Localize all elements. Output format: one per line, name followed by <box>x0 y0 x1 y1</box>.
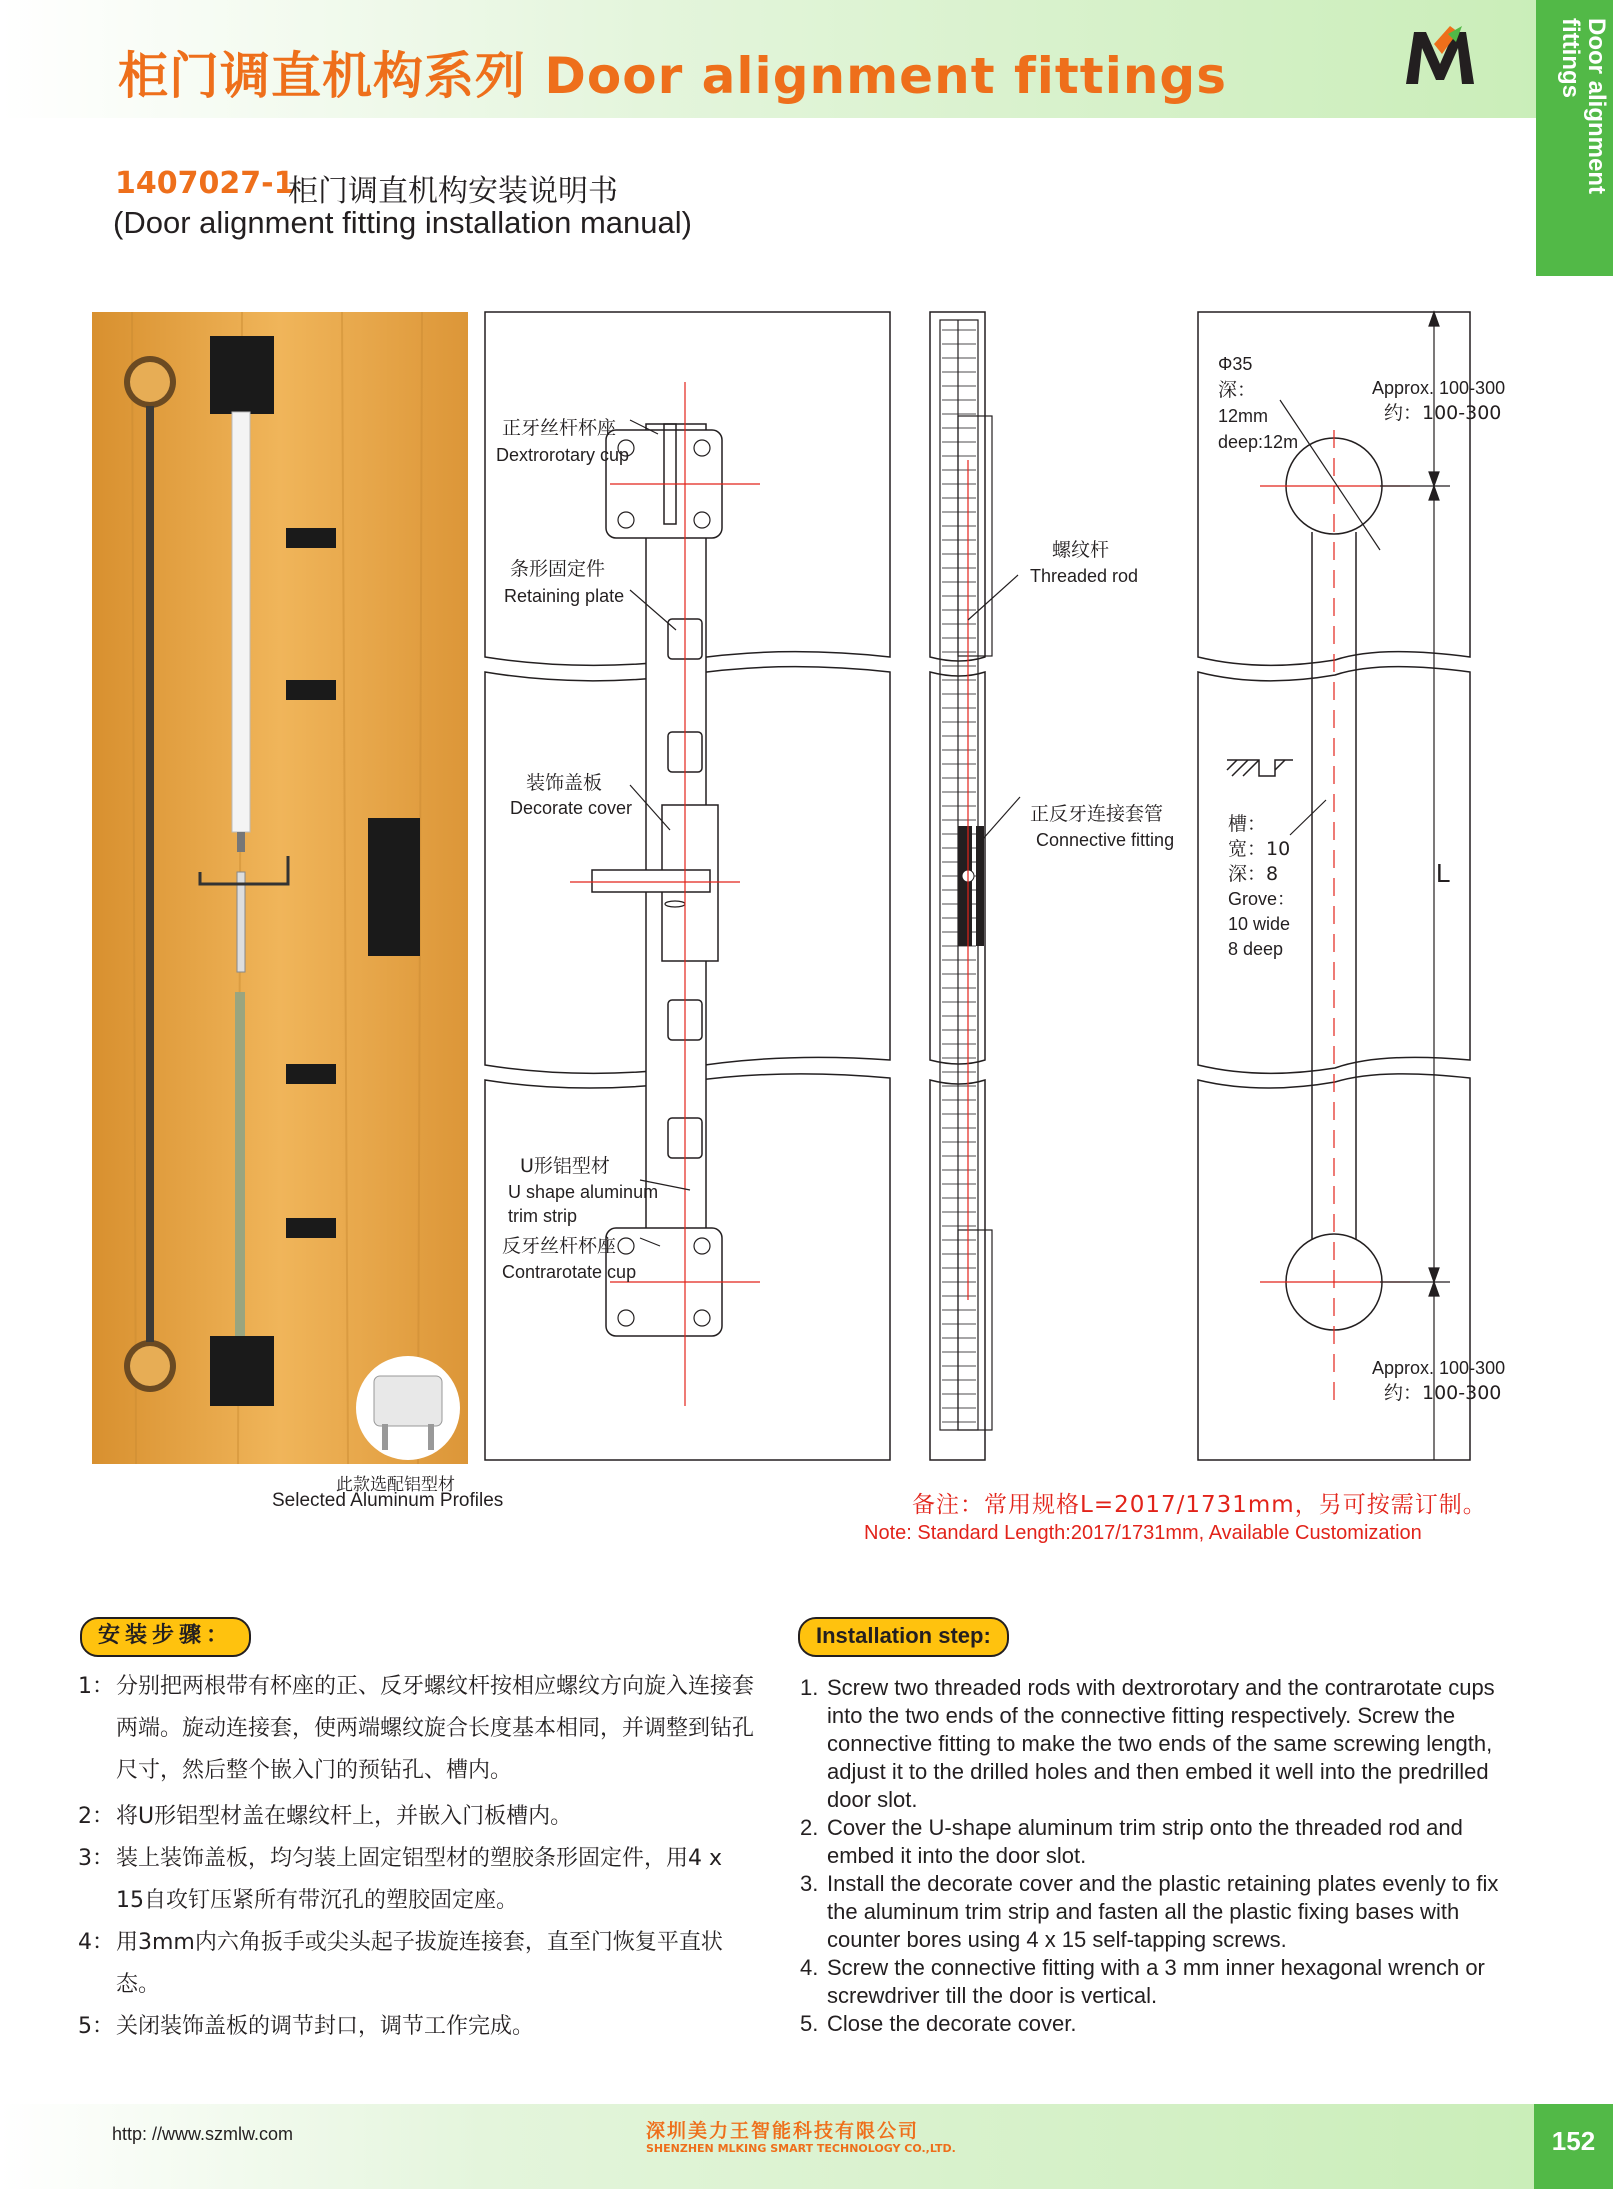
label-approx-bottom-en: Approx. 100-300 <box>1372 1358 1506 1378</box>
photo-caption-en: Selected Aluminum Profiles <box>272 1490 504 1511</box>
document-code: 1407027-1 <box>115 166 295 201</box>
label-connective-fitting-cn: 正反牙连接套管 <box>1030 803 1164 825</box>
label-diameter: Φ35 <box>1218 354 1253 374</box>
label-approx-top-cn: 约：100-300 <box>1384 402 1502 424</box>
steps-en-badge: Installation step: <box>798 1617 1009 1657</box>
label-groove-wide-en: 10 wide <box>1228 914 1291 934</box>
step-en-text: Install the decorate cover and the plastic retaining plates evenly to fix the aluminum trim strip and fasten all the plastic fixing bases with counter bores using 4 x 15 self-tapping screws. <box>827 1871 1499 1952</box>
step-en-number: 1. <box>800 1675 819 1700</box>
step-en-text: Screw two threaded rods with dextrorotary and the contrarotate cups into the two ends of the connective fitting respectively. Screw the connective fitting to make the two ends of the same screwing length, adjust it to the drilled holes and then embed it well into the predrilled door slot. <box>827 1675 1495 1812</box>
label-retaining-plate-cn: 条形固定件 <box>510 558 606 580</box>
label-dextrorotary-cup-en: Dextrorotary cup <box>496 445 630 465</box>
steps-en-list <box>800 1674 1500 2038</box>
label-approx-top-en: Approx. 100-300 <box>1372 378 1506 398</box>
step-cn-1 <box>78 1666 778 1796</box>
step-en-2 <box>800 1814 1500 1870</box>
step-en-number: 4. <box>800 1955 819 1980</box>
step-en-text: Screw the connective fitting with a 3 mm inner hexagonal wrench or screwdriver till the door is vertical. <box>827 1955 1485 2008</box>
photo-caption-cn: 此款选配铝型材 <box>336 1475 455 1495</box>
label-groove-cn: 槽： <box>1228 813 1267 835</box>
step-en-3 <box>800 1870 1500 1954</box>
label-threaded-rod-en: Threaded rod <box>1030 566 1139 586</box>
step-en-number: 5. <box>800 2011 819 2036</box>
steps-cn-list <box>78 1666 778 2046</box>
step-cn-text: 关闭装饰盖板的调节封口，调节工作完成。 <box>116 2014 535 2039</box>
note-cn: 备注：常用规格L=2017/1731mm，另可按需订制。 <box>912 1492 1487 1518</box>
step-cn-number: 3： <box>78 1846 114 1871</box>
label-connective-fitting-en: Connective fitting <box>1036 830 1175 850</box>
document-title-en: (Door alignment fitting installation manual) <box>113 205 692 240</box>
label-decorate-cover-cn: 装饰盖板 <box>526 772 603 794</box>
step-cn-number: 5： <box>78 2014 114 2039</box>
label-threaded-rod-cn: 螺纹杆 <box>1052 539 1110 561</box>
label-ushape-en-1: U shape aluminum <box>508 1182 659 1202</box>
step-cn-text: 将U形铝型材盖在螺纹杆上，并嵌入门板槽内。 <box>116 1804 573 1829</box>
label-approx-bottom-cn: 约：100-300 <box>1384 1382 1502 1404</box>
label-groove-depth-cn: 深：8 <box>1228 863 1279 885</box>
step-en-number: 3. <box>800 1871 819 1896</box>
step-en-number: 2. <box>800 1815 819 1840</box>
label-groove-en: Grove： <box>1228 889 1296 909</box>
footer-company-cn: 深圳美力王智能科技有限公司 <box>646 2120 920 2142</box>
brand-logo-icon <box>1404 24 1476 88</box>
label-contrarotate-cup-cn: 反牙丝杆杯座 <box>502 1235 617 1257</box>
step-cn-number: 2： <box>78 1804 114 1829</box>
label-length: L <box>1436 858 1451 888</box>
step-cn-number: 4： <box>78 1930 114 1955</box>
label-depth-cn: 深： <box>1218 379 1257 401</box>
step-cn-text: 分别把两根带有杯座的正、反牙螺纹杆按相应螺纹方向旋入连接套两端。旋动连接套，使两端螺纹旋合长度基本相同，并调整到钻孔尺寸，然后整个嵌入门的预钻孔、槽内。 <box>116 1674 755 1783</box>
step-en-4 <box>800 1954 1500 2010</box>
step-en-5 <box>800 2010 1500 2038</box>
label-ushape-cn: U形铝型材 <box>520 1155 610 1177</box>
page-number: 152 <box>1551 2126 1596 2156</box>
side-tab-label <box>1536 0 1613 276</box>
label-retaining-plate-en: Retaining plate <box>504 586 625 606</box>
label-groove-deep-en: 8 deep <box>1228 939 1284 959</box>
step-cn-text: 用3mm内六角扳手或尖头起子拔旋连接套，直至门恢复平直状态。 <box>116 1930 723 1997</box>
footer-url-link[interactable]: http: //www.szmlw.com <box>112 2124 294 2144</box>
label-contrarotate-cup-en: Contrarotate cup <box>502 1262 637 1282</box>
label-dextrorotary-cup-cn: 正牙丝杆杯座 <box>502 417 617 439</box>
document-title-cn: 柜门调直机构安装说明书 <box>288 174 618 209</box>
footer-company-en: SHENZHEN MLKING SMART TECHNOLOGY CO.,LTD. <box>646 2142 956 2155</box>
technical-drawing <box>480 300 1506 1480</box>
label-decorate-cover-en: Decorate cover <box>510 798 633 818</box>
label-groove-width-cn: 宽：10 <box>1228 838 1291 860</box>
drawing-svg <box>480 300 1506 1480</box>
label-ushape-en-2: trim strip <box>508 1206 577 1226</box>
label-depth-value: 12mm <box>1218 406 1269 426</box>
steps-cn-badge: 安装步骤： <box>80 1617 251 1657</box>
page-title: 柜门调直机构系列 Door alignment fittings <box>118 47 1227 105</box>
step-en-text: Cover the U-shape aluminum trim strip onto the threaded rod and embed it into the door slot. <box>827 1815 1463 1868</box>
label-depth-en: deep:12m <box>1218 432 1299 452</box>
step-cn-text: 装上装饰盖板，均匀装上固定铝型材的塑胶条形固定件，用4 x 15自攻钉压紧所有带沉孔的塑胶固定座。 <box>116 1846 723 1913</box>
product-photo <box>92 312 468 1464</box>
svg-text:Door alignment fittings: Door alignment fittings <box>1557 18 1610 195</box>
note-en: Note: Standard Length:2017/1731mm, Available Customization <box>864 1522 1422 1544</box>
step-en-1 <box>800 1674 1500 1814</box>
step-cn-number: 1： <box>78 1674 114 1699</box>
step-en-text: Close the decorate cover. <box>827 2011 1077 2036</box>
